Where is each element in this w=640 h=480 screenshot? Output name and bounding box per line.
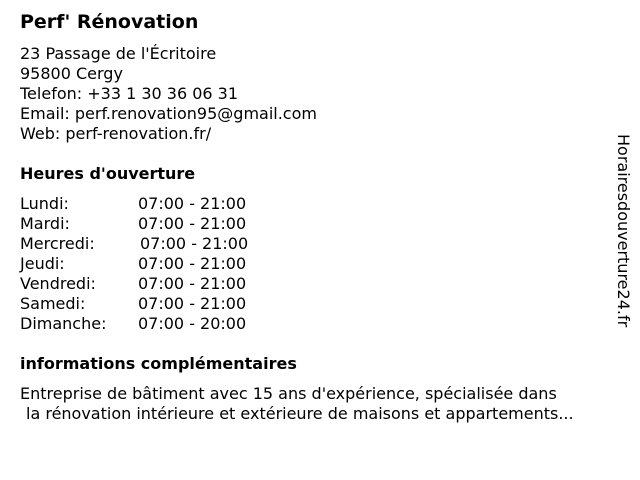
- day-hours: 07:00 - 21:00: [140, 234, 249, 253]
- day-hours: 07:00 - 21:00: [138, 254, 247, 273]
- hours-row-mercredi: [20, 234, 280, 254]
- day-label: Mardi:: [20, 214, 70, 233]
- day-label: Lundi:: [20, 194, 69, 213]
- opening-hours-table: [20, 194, 280, 334]
- hours-row-vendredi: [20, 274, 280, 294]
- day-hours: 07:00 - 21:00: [138, 214, 247, 233]
- hours-row-dimanche: [20, 314, 280, 334]
- day-hours: 07:00 - 20:00: [138, 314, 247, 333]
- opening-hours-heading: Heures d'ouverture: [20, 164, 196, 183]
- day-hours: 07:00 - 21:00: [138, 294, 247, 313]
- site-watermark: Horairesdouverture24.fr: [614, 134, 633, 328]
- day-hours: 07:00 - 21:00: [138, 194, 247, 213]
- hours-row-samedi: [20, 294, 280, 314]
- day-label: Jeudi:: [20, 254, 65, 273]
- hours-row-mardi: [20, 214, 280, 234]
- contact-block: [20, 44, 317, 144]
- info-line: Entreprise de bâtiment avec 15 ans d'expérience, spécialisée dans: [20, 384, 557, 403]
- phone-number: Telefon: +33 1 30 36 06 31: [20, 84, 239, 103]
- day-label: Vendredi:: [20, 274, 96, 293]
- day-label: Dimanche:: [20, 314, 107, 333]
- website: Web: perf-renovation.fr/: [20, 124, 212, 143]
- business-name: Perf' Rénovation: [20, 11, 199, 33]
- hours-row-jeudi: [20, 254, 280, 274]
- additional-info-heading: informations complémentaires: [20, 354, 297, 373]
- day-label: Mercredi:: [20, 234, 95, 253]
- info-line: la rénovation intérieure et extérieure de maisons et appartements...: [26, 404, 574, 423]
- day-hours: 07:00 - 21:00: [138, 274, 247, 293]
- day-label: Samedi:: [20, 294, 86, 313]
- address-street: 23 Passage de l'Écritoire: [20, 44, 217, 63]
- address-city: 95800 Cergy: [20, 64, 123, 83]
- email-address: Email: perf.renovation95@gmail.com: [20, 104, 317, 123]
- additional-info-text: [20, 384, 574, 424]
- hours-row-lundi: [20, 194, 280, 214]
